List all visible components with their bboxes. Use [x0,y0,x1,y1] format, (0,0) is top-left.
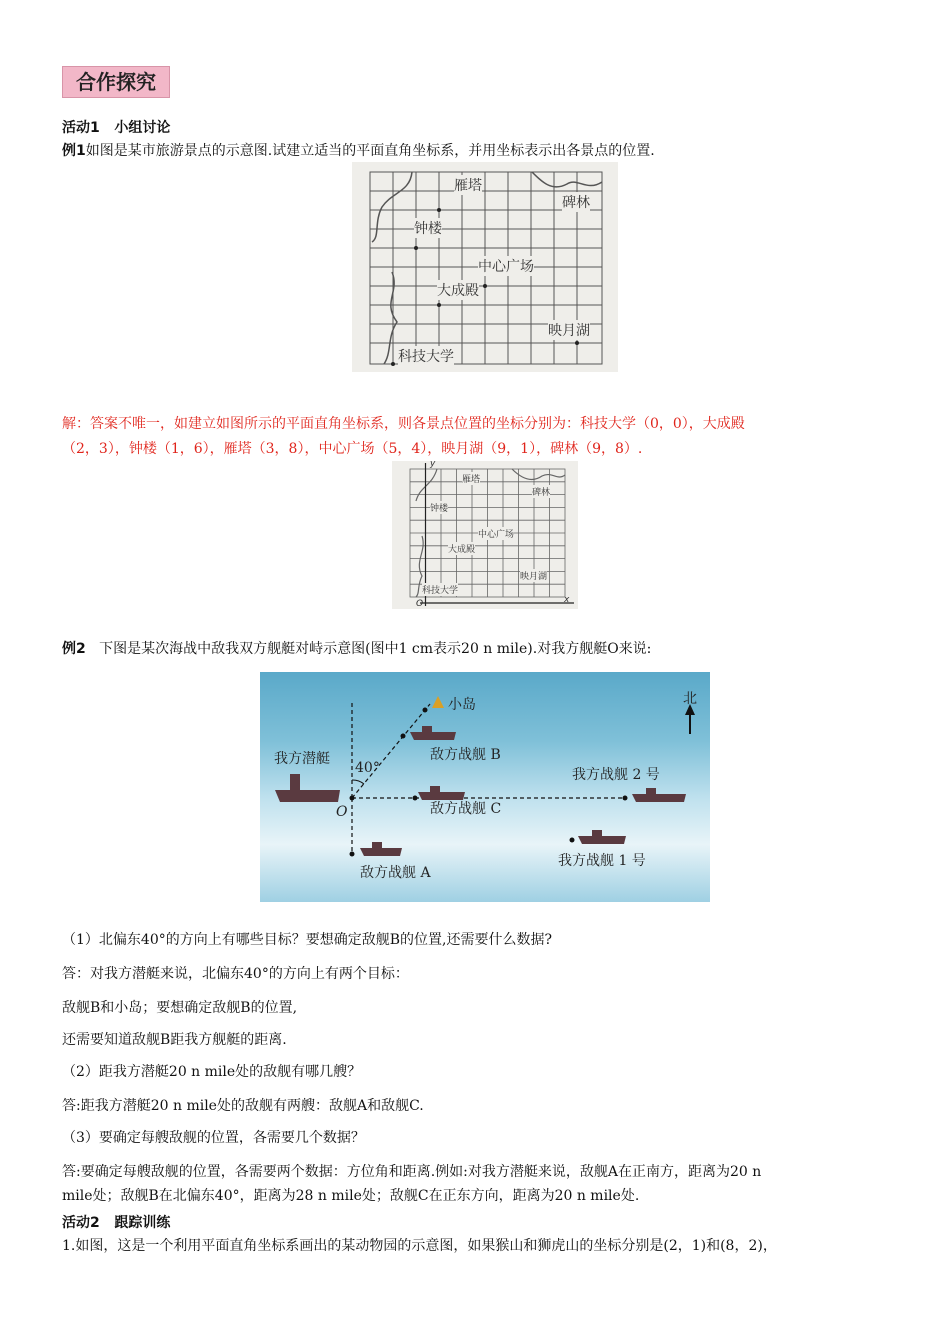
enemy-ship-b-label: 敌方战舰 B [430,747,501,763]
sea-battle-figure [260,672,710,902]
question-3: （3）要确定每艘敌舰的位置，各需要几个数据？ [62,1130,365,1146]
activity2-title: 跟踪训练 [114,1215,171,1231]
tourist-map-with-axes-figure [392,461,578,609]
answer-1-line1: 答：对我方潜艇来说，北偏东40°的方向上有两个目标： [62,966,409,982]
map2-label-yanta: 雁塔 [462,472,480,485]
map-label-zhongxin-guangchang: 中心广场 [478,256,534,276]
question-1: （1）北偏东40°的方向上有哪些目标？要想确定敌舰B的位置,还需要什么数据? [62,932,552,948]
north-label: 北 [683,691,697,707]
map-label-yingyuehu: 映月湖 [548,320,590,340]
map2-label-dachengdian: 大成殿 [448,542,475,555]
exercise-1: 1.如图，这是一个利用平面直角坐标系画出的某动物园的示意图，如果猴山和狮虎山的坐标分别是(2，1)和(8，2)， [62,1238,777,1254]
activity1-label: 活动1 [62,120,100,136]
map2-label-zhonglou: 钟楼 [430,501,448,514]
axis-y-label: y [430,459,436,469]
example2-label: 例2 [62,641,86,657]
example2-text: 下图是某次海战中敌我双方舰艇对峙示意图(图中1 cm表示20 n mile).对我方舰艇O来说: [99,641,652,657]
activity2-heading [62,1212,170,1232]
tourist-map-figure [352,162,618,372]
angle-label: 40° [355,760,380,776]
our-ship-1-label: 我方战舰 1 号 [558,853,646,869]
island-label: 小岛 [448,697,476,713]
map-label-keji-daxue: 科技大学 [398,346,454,366]
axis-x-label: x [564,595,570,605]
map2-label-beilin: 碑林 [532,485,550,498]
map2-label-keji-daxue: 科技大学 [422,583,458,596]
sea-origin-label: O [336,804,348,820]
map2-label-zhongxin-guangchang: 中心广场 [478,527,514,540]
question-2: （2）距我方潜艇20 n mile处的敌舰有哪几艘？ [62,1064,362,1080]
activity1-title: 小组讨论 [114,120,171,136]
enemy-ship-a-label: 敌方战舰 A [360,865,431,881]
map-label-dachengdian: 大成殿 [437,280,479,300]
example1-solution-line2: （2，3），钟楼（1，6），雁塔（3，8），中心广场（5，4），映月湖（9，1），碑林（9，8）. [62,441,643,457]
example1-solution-line1: 解：答案不唯一，如建立如图所示的平面直角坐标系，则各景点位置的坐标分别为：科技大学（0，0），大成殿 [62,416,745,432]
our-ship-2-label: 我方战舰 2 号 [572,767,660,783]
answer-1-line3: 还需要知道敌舰B距我方舰艇的距离. [62,1032,287,1048]
our-submarine-label: 我方潜艇 [274,751,330,767]
map-label-yanta: 雁塔 [454,175,482,195]
example1-label: 例1 [62,143,86,159]
answer-2: 答:距我方潜艇20 n mile处的敌舰有两艘：敌舰A和敌舰C. [62,1098,424,1114]
map-label-beilin: 碑林 [562,192,590,212]
example2-prompt [62,639,922,659]
section-title-badge: 合作探究 [62,66,170,98]
activity2-label: 活动2 [62,1215,100,1231]
example1-text: 如图是某市旅游景点的示意图.试建立适当的平面直角坐标系，并用坐标表示出各景点的位置. [85,143,655,159]
map2-label-yingyuehu: 映月湖 [520,569,547,582]
answer-3-line1: 答:要确定每艘敌舰的位置，各需要两个数据：方位角和距离.例如:对我方潜艇来说，敌舰A在正南方，距离为20 n [62,1164,762,1180]
answer-1-line2: 敌舰B和小岛；要想确定敌舰B的位置, [62,1000,298,1016]
answer-3-line2: mile处；敌舰B在北偏东40°，距离为28 n mile处；敌舰C在正东方向，距离为20 n mile处. [62,1188,640,1204]
origin-label: O [416,599,424,609]
activity1-heading [62,117,170,137]
enemy-ship-c-label: 敌方战舰 C [430,801,502,817]
example1-prompt [62,141,922,161]
map-label-zhonglou: 钟楼 [414,218,442,238]
